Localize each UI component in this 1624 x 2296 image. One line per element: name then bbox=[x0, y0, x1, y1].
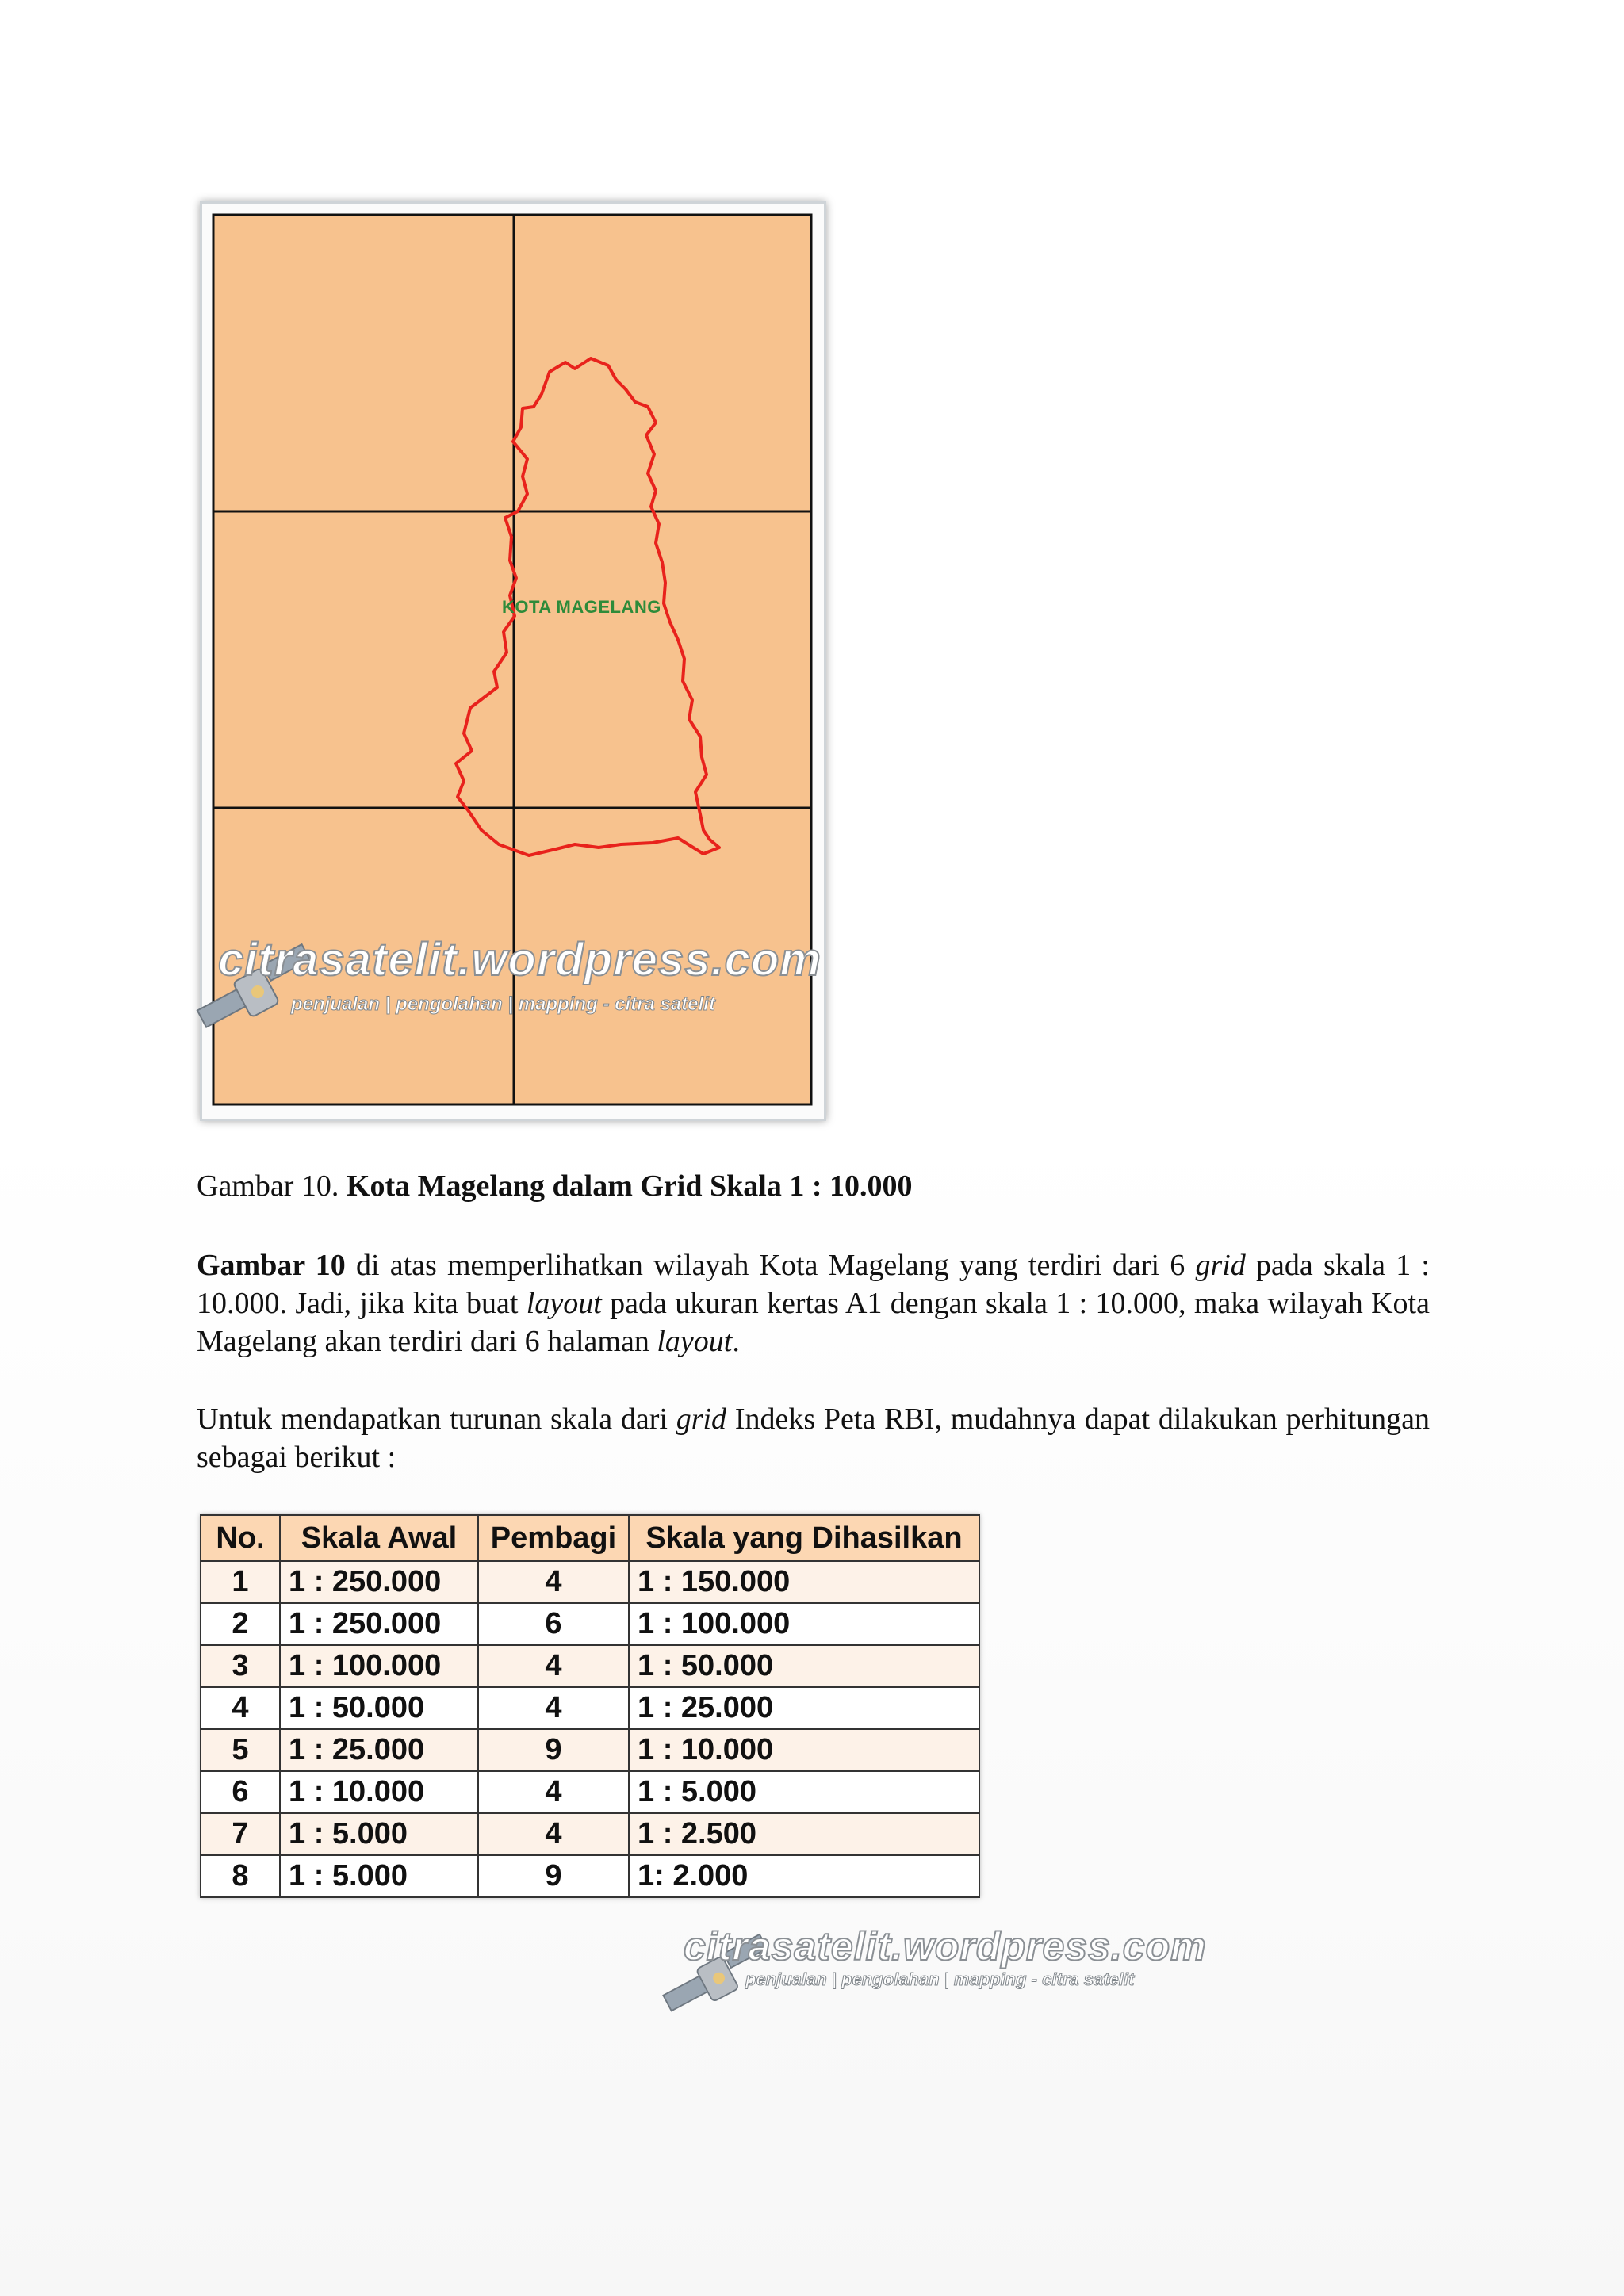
para1-text-a: di atas memperlihatkan wilayah Kota Magelang yang terdiri dari 6 bbox=[345, 1249, 1196, 1282]
map-city-label: KOTA MAGELANG bbox=[502, 597, 661, 617]
para1-lead: Gambar 10 bbox=[197, 1249, 346, 1282]
table-row bbox=[201, 1561, 979, 1603]
cell-skala-awal: 1 : 100.000 bbox=[280, 1645, 478, 1687]
cell-pembagi: 4 bbox=[478, 1561, 629, 1603]
cell-skala-awal: 1 : 5.000 bbox=[280, 1813, 478, 1855]
para1-grid-word: grid bbox=[1195, 1249, 1246, 1282]
cell-skala-hasil: 1 : 2.500 bbox=[629, 1813, 979, 1855]
cell-skala-hasil: 1 : 150.000 bbox=[629, 1561, 979, 1603]
cell-no: 7 bbox=[201, 1813, 280, 1855]
table-row bbox=[201, 1813, 979, 1855]
cell-pembagi: 4 bbox=[478, 1771, 629, 1813]
para1-text-d: . bbox=[732, 1325, 740, 1358]
cell-skala-hasil: 1 : 5.000 bbox=[629, 1771, 979, 1813]
caption-prefix: Gambar 10. bbox=[197, 1169, 347, 1203]
table-row bbox=[201, 1645, 979, 1687]
para2-grid-word: grid bbox=[676, 1402, 727, 1436]
cell-no: 8 bbox=[201, 1855, 280, 1897]
header-no: No. bbox=[201, 1515, 280, 1561]
para1-layout-word-2: layout bbox=[657, 1325, 733, 1358]
para1-layout-word: layout bbox=[526, 1287, 602, 1320]
figure-caption bbox=[197, 1169, 912, 1203]
table-watermark bbox=[660, 1923, 1215, 2034]
cell-no: 5 bbox=[201, 1729, 280, 1771]
table-row bbox=[201, 1855, 979, 1897]
table-row bbox=[201, 1771, 979, 1813]
para1-text-b: pada skala 1 : 10.000. Jadi, jika kita buat bbox=[197, 1249, 1430, 1320]
cell-skala-awal: 1 : 50.000 bbox=[280, 1687, 478, 1729]
cell-skala-hasil: 1 : 10.000 bbox=[629, 1729, 979, 1771]
table-row bbox=[201, 1603, 979, 1645]
cell-skala-hasil: 1 : 50.000 bbox=[629, 1645, 979, 1687]
cell-pembagi: 4 bbox=[478, 1687, 629, 1729]
cell-skala-hasil: 1 : 25.000 bbox=[629, 1687, 979, 1729]
cell-pembagi: 4 bbox=[478, 1645, 629, 1687]
cell-skala-awal: 1 : 10.000 bbox=[280, 1771, 478, 1813]
cell-no: 2 bbox=[201, 1603, 280, 1645]
cell-no: 4 bbox=[201, 1687, 280, 1729]
header-skala-awal: Skala Awal bbox=[280, 1515, 478, 1561]
watermark-subtitle: penjualan | pengolahan | mapping - citra satelit bbox=[291, 993, 715, 1015]
cell-no: 1 bbox=[201, 1561, 280, 1603]
cell-pembagi: 9 bbox=[478, 1729, 629, 1771]
para2-text-b: Indeks Peta RBI, mudahnya dapat dilakukan perhitungan sebagai berikut : bbox=[197, 1402, 1430, 1474]
cell-pembagi: 6 bbox=[478, 1603, 629, 1645]
cell-skala-awal: 1 : 25.000 bbox=[280, 1729, 478, 1771]
cell-skala-hasil: 1: 2.000 bbox=[629, 1855, 979, 1897]
table-header-row bbox=[201, 1515, 979, 1561]
map-watermark bbox=[194, 933, 822, 1044]
cell-skala-hasil: 1 : 100.000 bbox=[629, 1603, 979, 1645]
para2-text-a: Untuk mendapatkan turunan skala dari bbox=[197, 1402, 676, 1436]
cell-pembagi: 4 bbox=[478, 1813, 629, 1855]
scale-table bbox=[200, 1514, 980, 1898]
table-row bbox=[201, 1687, 979, 1729]
cell-skala-awal: 1 : 5.000 bbox=[280, 1855, 478, 1897]
paragraph-scale-intro bbox=[197, 1400, 1430, 1476]
watermark-title: citrasatelit.wordpress.com bbox=[684, 1924, 1207, 1969]
cell-skala-awal: 1 : 250.000 bbox=[280, 1603, 478, 1645]
table-row bbox=[201, 1729, 979, 1771]
cell-no: 3 bbox=[201, 1645, 280, 1687]
para1-text-c: pada ukuran kertas A1 dengan skala 1 : 10.000, maka wilayah Kota Magelang akan terdiri dari 6 halaman bbox=[197, 1287, 1430, 1358]
watermark-subtitle: penjualan | pengolahan | mapping - citra satelit bbox=[745, 1969, 1135, 1989]
cell-skala-awal: 1 : 250.000 bbox=[280, 1561, 478, 1603]
paragraph-figure-description bbox=[197, 1246, 1430, 1360]
header-skala-hasil: Skala yang Dihasilkan bbox=[629, 1515, 979, 1561]
map-figure bbox=[200, 201, 826, 1121]
caption-title: Kota Magelang dalam Grid Skala 1 : 10.000 bbox=[346, 1169, 913, 1203]
watermark-title: citrasatelit.wordpress.com bbox=[218, 934, 822, 985]
cell-pembagi: 9 bbox=[478, 1855, 629, 1897]
cell-no: 6 bbox=[201, 1771, 280, 1813]
header-pembagi: Pembagi bbox=[478, 1515, 629, 1561]
